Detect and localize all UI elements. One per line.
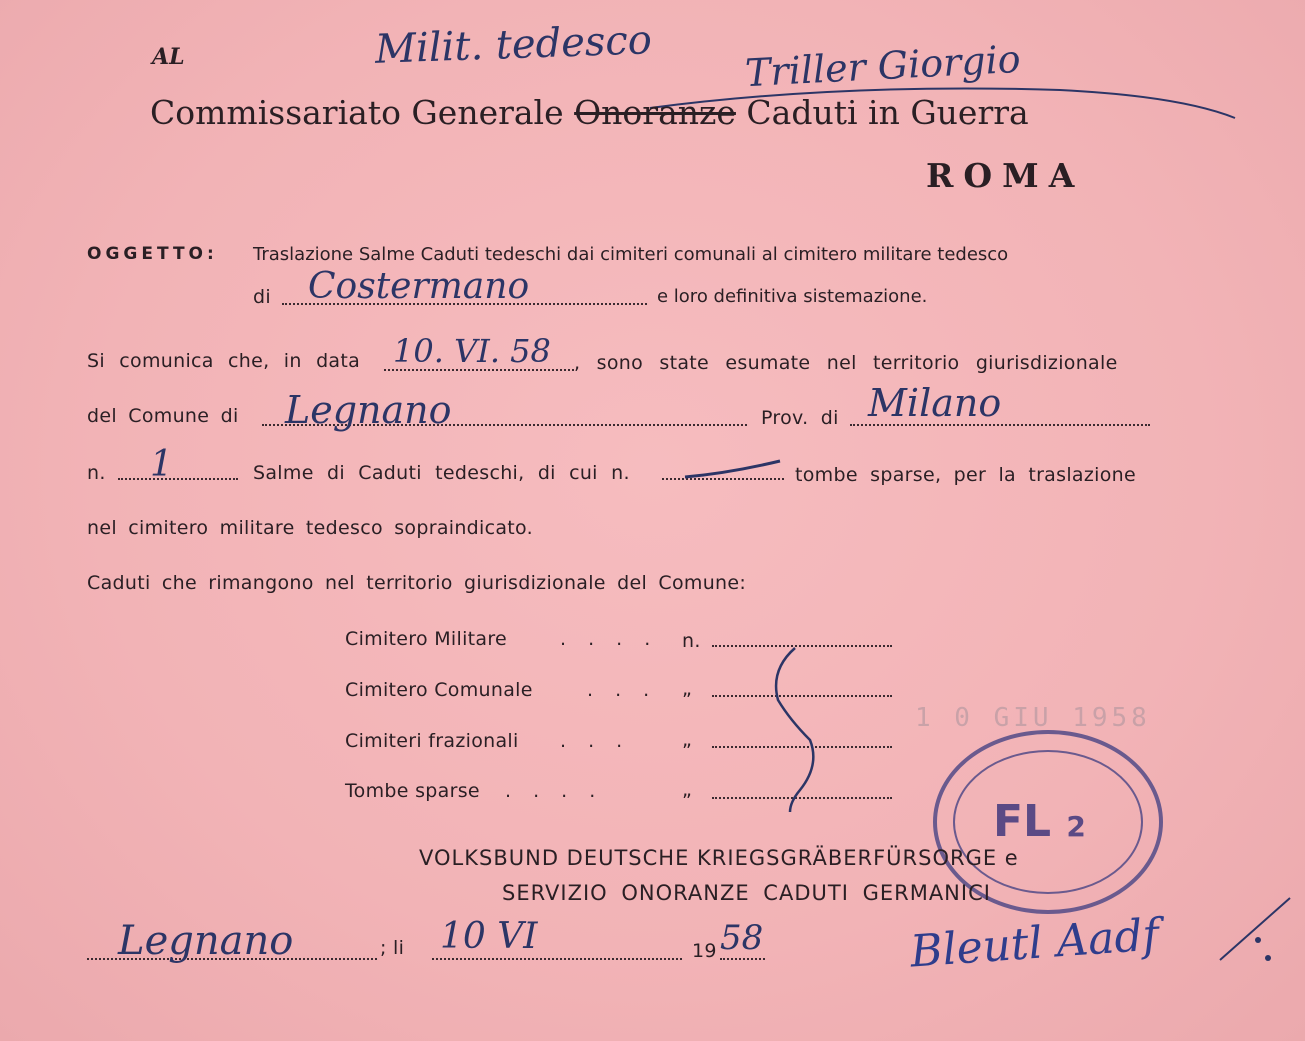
body-line1-suffix: , sono state esumate nel territorio giurisdizionale: [574, 352, 1118, 374]
handwritten-brace: [760, 640, 840, 820]
salme-text: Salme di Caduti tedeschi, di cui n.: [253, 462, 630, 484]
struck-word: Onoranze: [574, 93, 736, 132]
cemetery-dots: . . .: [587, 679, 658, 701]
prov-label: Prov. di: [761, 407, 839, 429]
handwritten-recipient-line2: Triller Giorgio: [744, 36, 1022, 96]
body-line4: nel cimitero militare tedesco sopraindicato.: [87, 517, 533, 539]
body-line1-prefix: Si comunica che, in data: [87, 350, 361, 372]
cemetery-label: Tombe sparse: [345, 780, 480, 802]
handwritten-dash: [680, 455, 790, 485]
n-dotline: [118, 478, 238, 480]
footer-date-handwritten: 10 VI: [440, 916, 538, 957]
commissariato-title: Commissariato Generale Onoranze Caduti in Guerra: [150, 93, 1029, 132]
n-handwritten: 1: [150, 444, 173, 485]
footer-date-dotline: [432, 958, 682, 960]
oggetto-di: di: [253, 286, 271, 308]
cemetery-dots: . . . .: [560, 628, 659, 650]
rimangono-text: Caduti che rimangono nel territorio giurisdizionale del Comune:: [87, 572, 747, 594]
year-dotline: [720, 958, 765, 960]
li-label: ; li: [380, 937, 405, 959]
al-label: AL: [152, 44, 185, 70]
year-printed: 19: [692, 940, 717, 962]
cemetery-handwritten: Costermano: [308, 266, 530, 307]
cemetery-dots: . . . .: [505, 780, 604, 802]
cemetery-label: Cimitero Comunale: [345, 679, 533, 701]
oggetto-label: OGGETTO:: [87, 244, 218, 264]
signature-flourish: [1210, 890, 1300, 970]
place-handwritten: Legnano: [118, 918, 294, 964]
stamp-code-number: 2: [1066, 810, 1086, 843]
tombe-text: tombe sparse, per la traslazione: [795, 464, 1136, 486]
signature-line2: SERVIZIO ONORANZE CADUTI GERMANICI: [502, 881, 991, 905]
stamp-code: FL: [993, 796, 1052, 847]
cemetery-mark: „: [682, 729, 693, 751]
handwritten-recipient-line1: Milit. tedesco: [374, 17, 653, 73]
signature-line1: VOLKSBUND DEUTSCHE KRIEGSGRÄBERFÜRSORGE e: [419, 846, 1019, 870]
comune-handwritten: Legnano: [285, 388, 452, 432]
cemetery-mark: „: [682, 678, 693, 700]
n-label: n.: [87, 462, 106, 484]
year-handwritten: 58: [720, 918, 764, 958]
cemetery-mark: n.: [682, 630, 701, 652]
cemetery-dots: . . .: [560, 730, 631, 752]
cemetery-label: Cimitero Militare: [345, 628, 508, 650]
comune-label: del Comune di: [87, 405, 239, 427]
cemetery-label: Cimiteri frazionali: [345, 730, 519, 752]
faint-date-stamp: 1 0 GIU 1958: [915, 703, 1151, 733]
city-title: ROMA: [926, 156, 1085, 195]
oggetto-suffix: e loro definitiva sistemazione.: [657, 286, 928, 307]
prov-handwritten: Milano: [868, 381, 1002, 425]
cemetery-mark: „: [682, 779, 693, 801]
date-handwritten: 10. VI. 58: [393, 332, 551, 370]
signature-handwritten: Bleutl Aadf: [908, 909, 1161, 978]
oggetto-text: Traslazione Salme Caduti tedeschi dai cimiteri comunali al cimitero militare tedesco: [253, 244, 1009, 265]
